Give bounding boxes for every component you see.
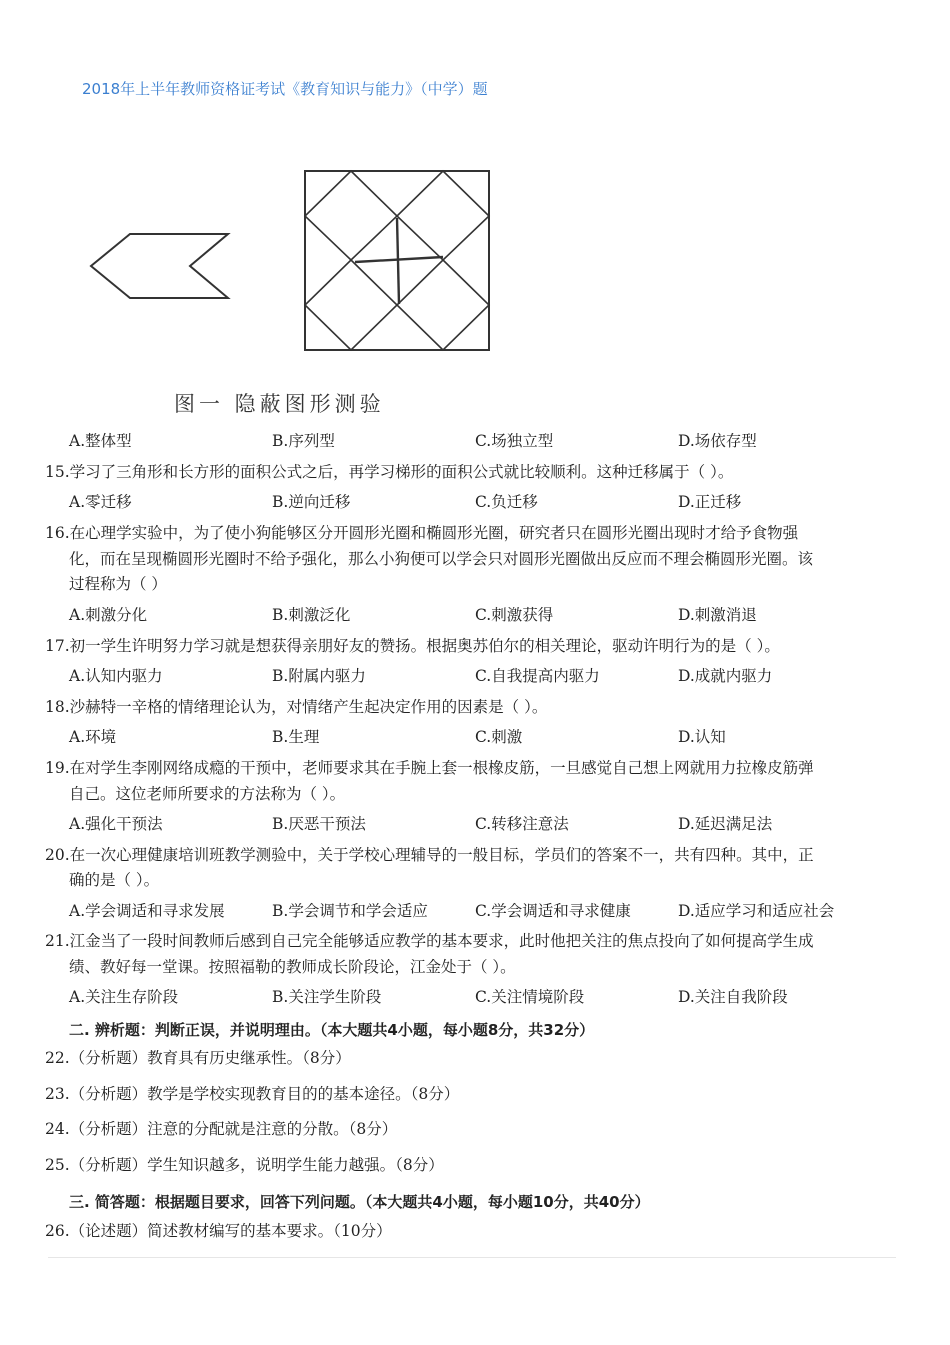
question-16-line-1: 16.在心理学实验中，为了使小狗能够区分开圆形光圈和椭圆形光圈，研究者只在圆形光圈出现时才给予食物强 (45, 524, 799, 542)
option-d: D.场依存型 (678, 432, 757, 450)
inner-cross (355, 218, 443, 304)
option-d: D.关注自我阶段 (678, 988, 788, 1006)
option-a: A.刺激分化 (69, 606, 148, 624)
option-c: C.刺激获得 (475, 606, 554, 624)
option-c: C.刺激 (475, 728, 523, 746)
option-d: D.延迟满足法 (678, 815, 773, 833)
question-20-line-2: 确的是（ ）。 (69, 871, 160, 889)
option-a: A.关注生存阶段 (69, 988, 179, 1006)
question-17: 17.初一学生许明努力学习就是想获得亲朋好友的赞扬。根据奥苏伯尔的相关理论，驱动许明行为的是（ ）。 (45, 637, 780, 655)
option-d: D.刺激消退 (678, 606, 757, 624)
option-d: D.认知 (678, 728, 726, 746)
question-19-line-1: 19.在对学生李刚网络成瘾的干预中，老师要求其在手腕上套一根橡皮筋，一旦感觉自己想上网就用力拉橡皮筋弹 (45, 759, 814, 777)
option-a: A.零迁移 (69, 493, 132, 511)
option-c: C.负迁移 (475, 493, 538, 511)
section-3-heading: 三. 简答题：根据题目要求，回答下列问题。（本大题共4小题，每小题10分，共40分） (69, 1193, 650, 1211)
chevron-shape (91, 234, 228, 298)
question-21-line-1: 21.江金当了一段时间教师后感到自己完全能够适应教学的基本要求，此时他把关注的焦点投向了如何提高学生成 (45, 932, 814, 950)
option-a: A.强化干预法 (69, 815, 163, 833)
option-a: A.认知内驱力 (69, 667, 163, 685)
option-b: B.序列型 (272, 432, 335, 450)
option-d: D.正迁移 (678, 493, 742, 511)
option-d: D.成就内驱力 (678, 667, 773, 685)
page-divider (48, 1257, 896, 1258)
option-b: B.学会调节和学会适应 (272, 902, 428, 920)
option-b: B.厌恶干预法 (272, 815, 366, 833)
option-b: B.生理 (272, 728, 320, 746)
option-b: B.刺激泛化 (272, 606, 351, 624)
option-c: C.转移注意法 (475, 815, 569, 833)
question-25: 25.（分析题）学生知识越多，说明学生能力越强。（8分） (45, 1156, 444, 1174)
option-c: C.场独立型 (475, 432, 554, 450)
option-c: C.学会调适和寻求健康 (475, 902, 631, 920)
question-21-line-2: 绩、教好每一堂课。按照福勒的教师成长阶段论，江金处于（ ）。 (69, 958, 516, 976)
question-22: 22.（分析题）教育具有历史继承性。（8分） (45, 1049, 351, 1067)
question-19-line-2: 自己。这位老师所要求的方法称为（ ）。 (69, 785, 346, 803)
option-b: B.逆向迁移 (272, 493, 351, 511)
question-18: 18.沙赫特一辛格的情绪理论认为，对情绪产生起决定作用的因素是（ ）。 (45, 698, 548, 716)
question-23: 23.（分析题）教学是学校实现教育目的的基本途径。（8分） (45, 1085, 460, 1103)
option-b: B.附属内驱力 (272, 667, 366, 685)
option-d: D.适应学习和适应社会 (678, 902, 835, 920)
figure-caption: 图一 隐蔽图形测验 (174, 392, 385, 416)
page-header-title: 2018年上半年教师资格证考试《教育知识与能力》（中学）题 (82, 80, 488, 98)
question-16-line-2: 化，而在呈现椭圆形光圈时不给予强化，那么小狗便可以学会只对圆形光圈做出反应而不理会椭圆形光圈。该 (69, 550, 814, 568)
section-2-heading: 二. 辨析题：判断正误，并说明理由。（本大题共4小题，每小题8分，共32分） (69, 1021, 595, 1039)
question-26: 26.（论述题）简述教材编写的基本要求。（10分） (45, 1222, 392, 1240)
option-c: C.自我提高内驱力 (475, 667, 600, 685)
hidden-figure-test-diagram (0, 0, 950, 380)
option-a: A.环境 (69, 728, 117, 746)
option-c: C.关注情境阶段 (475, 988, 585, 1006)
question-16-line-3: 过程称为（ ） (69, 575, 167, 593)
question-15: 15.学习了三角形和长方形的面积公式之后，再学习梯形的面积公式就比较顺利。这种迁移属于（ ）。 (45, 463, 734, 481)
question-24: 24.（分析题）注意的分配就是注意的分散。（8分） (45, 1120, 398, 1138)
option-b: B.关注学生阶段 (272, 988, 382, 1006)
option-a: A.学会调适和寻求发展 (69, 902, 225, 920)
question-20-line-1: 20.在一次心理健康培训班教学测验中，关于学校心理辅导的一般目标，学员们的答案不一，共有四种。其中，正 (45, 846, 814, 864)
option-a: A.整体型 (69, 432, 132, 450)
